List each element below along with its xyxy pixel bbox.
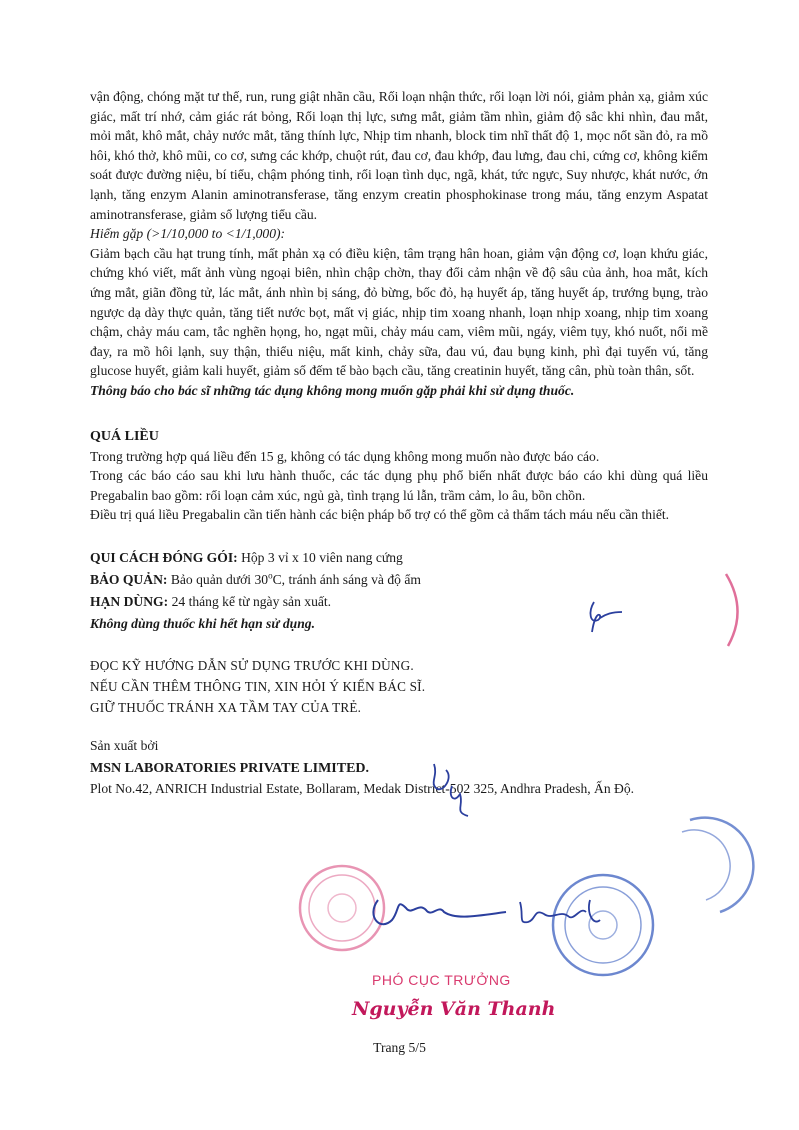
overdose-paragraph-2: Trong các báo cáo sau khi lưu hành thuốc, các tác dụng phụ phổ biến nhất được báo cáo khi dùng quá liều Pregabalin bao gồm: rối loạn cảm xúc, ngủ gà, tình trạng lú lẫn, trầm cảm, lo âu, bồn chồn. [90,468,708,503]
approval-title: PHÓ CỤC TRƯỞNG [372,972,511,988]
manufacturer-intro: Sản xuất bởi [90,737,159,753]
overdose-heading: QUÁ LIỀU [90,428,159,444]
storage-value: Bảo quản dưới 30$^o$C, tránh ánh sáng và độ ẩm [170,570,421,587]
packaging-line [90,547,708,569]
rare-effects-text: Giảm bạch cầu hạt trung tính, mất phản xạ có điều kiện, tâm trạng hân hoan, giảm vận động cơ, loạn khứu giác, chứng khó viết, mất ảnh vùng ngoại biên, nhìn chập chờn, thay đổi cảm nhận về độ sâu của ảnh, hoa mắt, kích ứng mắt, giãn đồng tử, lác mắt, ánh nhìn bị sáng, đỏ bừng, bốc đỏ, hạ huyết áp, tăng huyết áp, trướng bụng, trào ngược dạ dày thực quản, tăng tiết nước bọt, mất vị giác, nhịp tim xoang nhanh, loạn nhịp xoang, nhịp tim xoang chậm, chảy máu cam, tắc nghẽn họng, ho, ngạt mũi, chảy máu cam, viêm mũi, ngáy, viêm tụy, khó nuốt, nổi mề đay, ra mồ hôi lạnh, suy thận, thiểu niệu, mất kinh, chảy sữa, đau vú, đau bụng kinh, phì đại tuyến vú, tăng glucose huyết, giảm kali huyết, giảm số đếm tế bào bạch cầu, tăng creatinin huyết, tăng cân, phù toàn thân, sốt. [90,245,708,379]
manufacturer-address: Plot No.42, ANRICH Industrial Estate, Bollaram, Medak District-502 325, Andhra Pradesh, Ấn Độ. [90,781,635,797]
manufacturer-name: MSN LABORATORIES PRIVATE LIMITED. [90,761,370,777]
packaging-label: QUI CÁCH ĐÓNG GÓI: [90,549,238,565]
approval-name: Nguyễn Văn Thanh [352,998,556,1020]
signature-qa [424,760,474,818]
expiry-value: 24 tháng kể từ ngày sản xuất. [171,593,332,609]
page-number: Trang 5/5 [373,1040,426,1055]
leaflet-body [90,87,708,799]
storage-label: BẢO QUẢN: [90,571,168,587]
signature-director [366,880,508,944]
advice-line-3: GIỮ THUỐC TRÁNH XA TẦM TAY CỦA TRẺ. [90,699,362,715]
storage-line [90,569,708,591]
report-notice: Thông báo cho bác sĩ những tác dụng không mong muốn gặp phải khi sử dụng thuốc. [90,382,575,398]
common-adverse-effects-continued: vận động, chóng mặt tư thế, run, rung giật nhãn cầu, Rối loạn nhận thức, rối loạn lời nói, giảm phản xạ, giảm xúc giác, mất trí nhớ, cảm giác rát bỏng, Rối loạn thị lực, sưng mắt, giảm tầm nhìn, giảm độ sắc khi nhìn, đau mắt, mỏi mắt, khô mắt, chảy nước mắt, tăng thính lực, Nhịp tim nhanh, block tim nhĩ thất độ 1, mọc nốt sần đỏ, ra mồ hôi, khó thở, khô mũi, co cơ, sưng các khớp, chuột rút, đau cơ, đau khớp, đau lưng, đau chi, cứng cơ, không kiểm soát được đường niệu, bí tiểu, chậm phóng tinh, rối loạn tình dục, ngã, khát, tức ngực, Suy nhược, khát nước, ớn lạnh, tăng enzym Alanin aminotransferase, tăng enzym creatin phosphokinase trong máu, tăng enzym Aspatat aminotransferase, giảm số lượng tiểu cầu. [90,89,708,222]
signature-manufacturer [514,892,604,942]
overdose-paragraph-3: Điều trị quá liều Pregabalin cần tiến hành các biện pháp bổ trợ có thể gồm cả thẩm tách máu nếu cần thiết. [90,507,670,523]
edge-stamp-arc [722,570,752,650]
overdose-paragraph-1: Trong trường hợp quá liều đến 15 g, không có tác dụng không mong muốn nào được báo cáo. [90,448,600,464]
advice-line-1: ĐỌC KỸ HƯỚNG DẪN SỬ DỤNG TRƯỚC KHI DÙNG. [90,657,414,673]
expiry-warning: Không dùng thuốc khi hết hạn sử dụng. [90,615,315,631]
packaging-value: Hộp 3 vỉ x 10 viên nang cứng [241,549,403,565]
expiry-label: HẠN DÙNG: [90,593,169,609]
company-seal-partial [680,812,740,922]
advice-line-2: NẾU CẦN THÊM THÔNG TIN, XIN HỎI Ý KIẾN BÁC SĨ. [90,678,426,694]
signature-initials [582,598,630,640]
rare-effects-heading: Hiếm gặp (>1/10,000 to <1/1,000): [90,226,286,242]
